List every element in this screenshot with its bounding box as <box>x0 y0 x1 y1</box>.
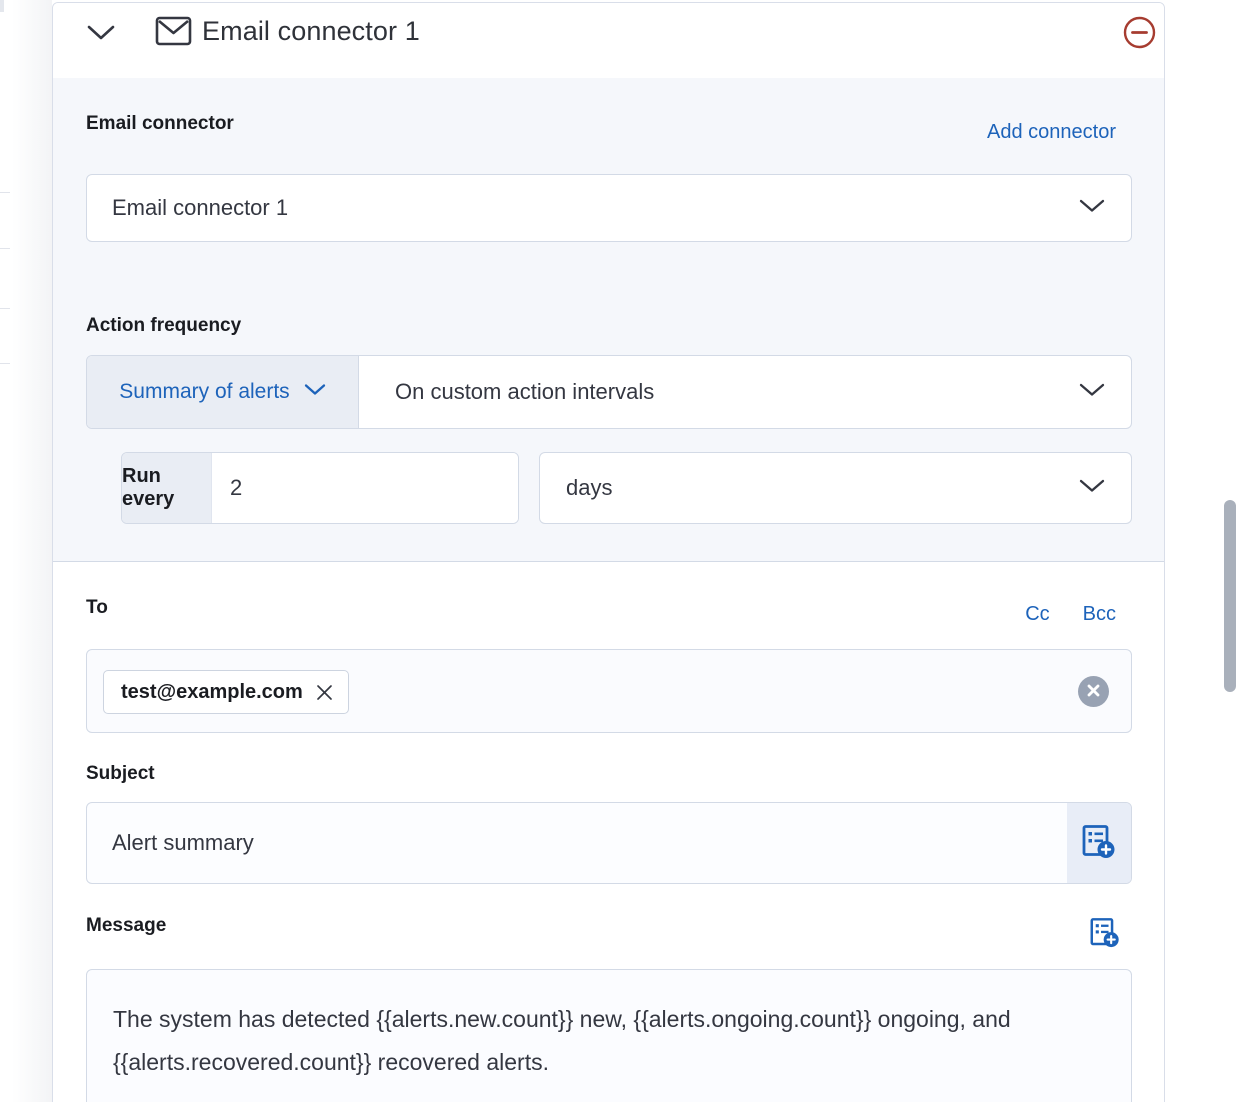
chevron-down-icon <box>304 383 326 401</box>
run-every-input[interactable] <box>212 453 518 523</box>
message-textarea[interactable] <box>86 969 1132 1102</box>
background-row-divider <box>0 192 10 193</box>
action-title: Email connector 1 <box>202 16 420 46</box>
interval-select[interactable] <box>359 356 1131 428</box>
background-row-divider <box>0 248 10 249</box>
message-label: Message <box>86 915 167 936</box>
bcc-link[interactable]: Bcc <box>1082 603 1116 625</box>
add-variable-icon <box>1090 917 1120 952</box>
remove-recipient-button[interactable] <box>315 683 334 702</box>
message-add-variable-button[interactable] <box>1090 917 1120 952</box>
summary-button-label: Summary of alerts <box>119 380 290 403</box>
background-row-divider <box>0 363 10 364</box>
email-action-panel <box>52 2 1165 1102</box>
subject-field <box>86 802 1132 884</box>
remove-action-button[interactable] <box>1122 17 1156 51</box>
add-connector-link[interactable]: Add connector <box>987 121 1116 143</box>
minus-circle-icon <box>1123 16 1156 52</box>
action-params-section <box>53 563 1164 1102</box>
flyout-shadow <box>12 0 52 1102</box>
subject-add-variable-button[interactable] <box>1067 803 1131 883</box>
interval-unit-select[interactable] <box>539 452 1132 524</box>
chevron-down-icon <box>1079 382 1105 402</box>
add-variable-icon <box>1082 824 1116 863</box>
message-text: The system has detected {{alerts.new.count}} new, {{alerts.ongoing.count}} ongoing, and {{alerts.recovered.count}} recovered alerts. <box>113 1006 1018 1075</box>
run-every-label: Run every <box>122 465 175 510</box>
background-artifact <box>0 0 4 12</box>
cc-link[interactable]: Cc <box>1025 603 1050 625</box>
background-page-edge <box>0 0 10 1102</box>
interval-unit-value: days <box>566 475 613 500</box>
subject-input[interactable] <box>87 803 1067 883</box>
to-combobox[interactable] <box>86 649 1132 733</box>
action-accordion-header <box>53 3 1164 78</box>
message-label-row <box>53 913 1164 953</box>
chevron-down-icon <box>86 23 116 44</box>
cc-bcc-links <box>1025 603 1116 626</box>
action-frequency-label: Action frequency <box>86 315 242 336</box>
background-row-divider <box>0 308 10 309</box>
connector-select[interactable] <box>86 174 1132 242</box>
recipient-pill <box>103 670 349 714</box>
action-frequency-control <box>86 355 1132 429</box>
x-icon <box>1087 684 1100 700</box>
email-connector-label: Email connector <box>86 113 234 134</box>
chevron-down-icon <box>1079 478 1105 498</box>
chevron-down-icon <box>1079 198 1105 218</box>
collapse-action-button[interactable] <box>81 13 121 53</box>
run-every-prepend <box>122 453 212 523</box>
to-label: To <box>86 597 108 618</box>
email-icon <box>155 14 192 53</box>
clear-recipients-button[interactable] <box>1078 676 1109 707</box>
subject-label: Subject <box>86 763 155 784</box>
recipient-pill-label: test@example.com <box>121 680 303 703</box>
connector-select-value: Email connector 1 <box>112 195 289 220</box>
interval-select-value: On custom action intervals <box>395 379 655 404</box>
vertical-scrollbar-thumb[interactable] <box>1224 500 1236 692</box>
run-every-group <box>121 452 519 524</box>
summary-of-alerts-button[interactable] <box>87 356 359 428</box>
